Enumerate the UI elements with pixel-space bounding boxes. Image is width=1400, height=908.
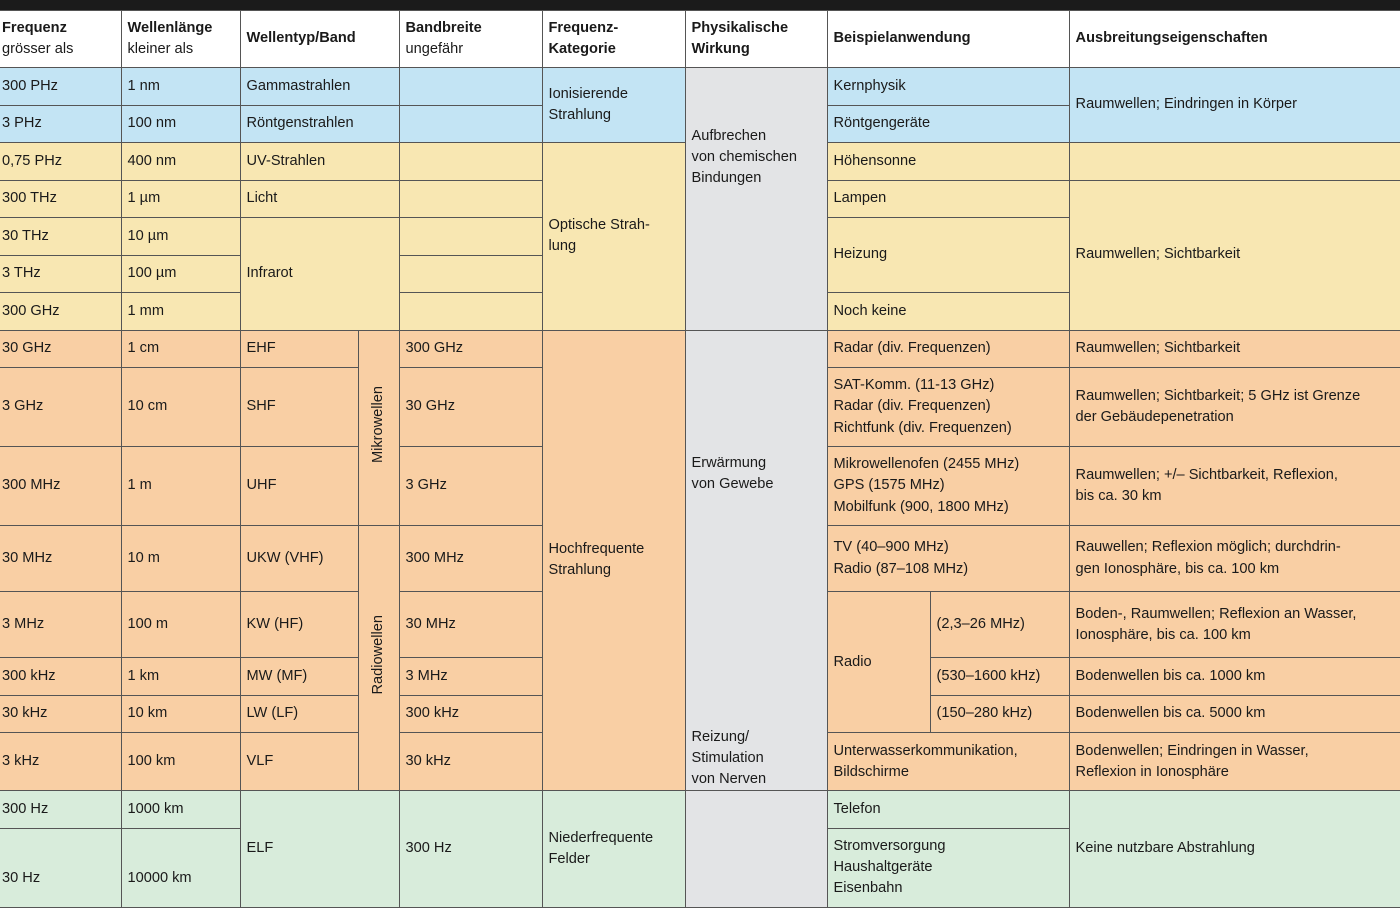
effect-line: Bindungen xyxy=(691,170,762,187)
propagation-cell xyxy=(1069,368,1400,447)
frequency-cell: 30 THz xyxy=(0,218,121,256)
bandwidth-cell xyxy=(399,68,542,106)
bandwidth-cell: 300 Hz xyxy=(399,791,542,908)
wavetype-cell: KW (HF) xyxy=(240,592,358,658)
propagation-cell: Bodenwellen bis ca. 5000 km xyxy=(1069,695,1400,733)
effect-bond-breaking xyxy=(685,68,827,331)
wavelength-cell: 1 cm xyxy=(121,330,240,368)
wavelength-cell: 1000 km xyxy=(121,791,240,829)
application-cell xyxy=(827,368,1069,447)
wavelength-cell: 1 km xyxy=(121,658,240,696)
application-cell: Höhensonne xyxy=(827,143,1069,181)
category-line: Ionisierende xyxy=(548,85,629,102)
header-propagation-title: Ausbreitungseigenschaften xyxy=(1075,30,1268,47)
category-line: Felder xyxy=(548,851,590,868)
application-line: Radio (87–108 MHz) xyxy=(833,560,969,577)
application-subcell: (150–280 kHz) xyxy=(930,695,1069,733)
header-category xyxy=(542,11,685,68)
category-line: Strahlung xyxy=(548,107,611,123)
category-high-frequency xyxy=(542,330,685,791)
application-line: Unterwasserkommunikation, xyxy=(833,742,1018,759)
frequency-cell: 30 GHz xyxy=(0,330,121,368)
application-line: Haushaltgeräte xyxy=(833,859,933,876)
category-line: Optische Strah- xyxy=(548,217,650,234)
propagation-cell xyxy=(1069,447,1400,526)
application-cell xyxy=(827,447,1069,526)
wavelength-cell: 100 m xyxy=(121,592,240,658)
application-cell: Kernphysik xyxy=(827,68,1069,106)
table-row xyxy=(0,330,1400,368)
wavetype-cell: Röntgenstrahlen xyxy=(240,105,399,143)
application-cell: Lampen xyxy=(827,180,1069,218)
header-frequency xyxy=(0,11,121,68)
header-effect-l2: Wirkung xyxy=(691,41,750,57)
wavetype-cell: LW (LF) xyxy=(240,695,358,733)
wavelength-cell: 10 km xyxy=(121,695,240,733)
bandwidth-cell xyxy=(399,143,542,181)
application-cell: Heizung xyxy=(827,218,1069,293)
frequency-cell: 300 Hz xyxy=(0,791,121,829)
propagation-line: Reflexion in Ionosphäre xyxy=(1075,763,1229,780)
propagation-cell: Raumwellen; Sichtbarkeit xyxy=(1069,180,1400,330)
wavelength-cell: 1 m xyxy=(121,447,240,526)
wavetype-cell: MW (MF) xyxy=(240,658,358,696)
application-radio: Radio xyxy=(827,592,930,733)
header-wavetype xyxy=(240,11,399,68)
bandwidth-cell: 30 GHz xyxy=(399,368,542,447)
bandwidth-cell xyxy=(399,180,542,218)
propagation-line: Rauwellen; Reflexion möglich; durchdrin- xyxy=(1075,539,1341,556)
wavelength-cell: 10 µm xyxy=(121,218,240,256)
wavelength-cell: 1 µm xyxy=(121,180,240,218)
wavetype-cell: SHF xyxy=(240,368,358,447)
propagation-cell xyxy=(1069,733,1400,791)
application-cell: Röntgengeräte xyxy=(827,105,1069,143)
frequency-cell: 300 PHz xyxy=(0,68,121,106)
effect-spacer xyxy=(692,495,821,727)
header-effect xyxy=(685,11,827,68)
table-row xyxy=(0,791,1400,829)
category-ionizing xyxy=(542,68,685,143)
wavetype-cell: UKW (VHF) xyxy=(240,526,358,592)
propagation-cell: Bodenwellen bis ca. 1000 km xyxy=(1069,658,1400,696)
propagation-line: Raumwellen; +/– Sichtbarkeit, Reflexion, xyxy=(1075,466,1338,483)
header-row xyxy=(0,11,1400,68)
propagation-cell: Raumwellen; Sichtbarkeit xyxy=(1069,330,1400,368)
header-wavelength xyxy=(121,11,240,68)
application-line: Mikrowellenofen (2455 MHz) xyxy=(833,456,1020,473)
application-cell xyxy=(827,733,1069,791)
propagation-line: Raumwellen; Sichtbarkeit; 5 GHz ist Grenze xyxy=(1075,387,1361,404)
group-microwaves xyxy=(358,330,399,526)
bandwidth-cell: 300 MHz xyxy=(399,526,542,592)
propagation-cell: Keine nutzbare Abstrahlung xyxy=(1069,791,1400,908)
application-subcell: (2,3–26 MHz) xyxy=(930,592,1069,658)
header-category-l2: Kategorie xyxy=(548,41,616,57)
header-frequency-title: Frequenz xyxy=(2,19,67,36)
header-wavetype-title: Wellentyp/Band xyxy=(246,30,356,47)
header-wavelength-title: Wellenlänge xyxy=(127,19,213,36)
wavelength-cell: 10 m xyxy=(121,526,240,592)
frequency-cell: 300 MHz xyxy=(0,447,121,526)
frequency-cell: 30 MHz xyxy=(0,526,121,592)
category-low-frequency xyxy=(542,791,685,908)
effect-line: von chemischen xyxy=(691,149,797,166)
propagation-cell: Raumwellen; Eindringen in Körper xyxy=(1069,68,1400,143)
wavelength-cell: 1 nm xyxy=(121,68,240,106)
bandwidth-cell xyxy=(399,255,542,293)
propagation-cell xyxy=(1069,526,1400,592)
application-cell xyxy=(827,526,1069,592)
frequency-cell: 3 PHz xyxy=(0,105,121,143)
bandwidth-cell xyxy=(399,218,542,256)
frequency-cell: 3 GHz xyxy=(0,368,121,447)
wavetype-cell: EHF xyxy=(240,330,358,368)
frequency-cell: 0,75 PHz xyxy=(0,143,121,181)
application-subcell: (530–1600 kHz) xyxy=(930,658,1069,696)
bandwidth-cell: 3 GHz xyxy=(399,447,542,526)
bandwidth-cell xyxy=(399,105,542,143)
application-line: Eisenbahn xyxy=(833,880,903,897)
application-line: Radar (div. Frequenzen) xyxy=(833,398,991,415)
application-line: TV (40–900 MHz) xyxy=(833,539,949,556)
application-cell: Telefon xyxy=(827,791,1069,829)
wavelength-cell: 10000 km xyxy=(121,828,240,907)
application-line: Richtfunk (div. Frequenzen) xyxy=(833,419,1012,436)
header-category-l1: Frequenz- xyxy=(548,19,619,36)
propagation-cell xyxy=(1069,592,1400,658)
wavelength-cell: 400 nm xyxy=(121,143,240,181)
group-label: Radiowellen xyxy=(369,614,386,695)
group-label: Mikrowellen xyxy=(369,385,386,463)
bandwidth-cell: 300 GHz xyxy=(399,330,542,368)
frequency-cell: 300 kHz xyxy=(0,658,121,696)
top-bar xyxy=(0,0,1400,10)
effect-line: Aufbrechen xyxy=(691,128,767,144)
frequency-cell: 3 THz xyxy=(0,255,121,293)
header-application xyxy=(827,11,1069,68)
group-radiowaves xyxy=(358,526,399,791)
wavetype-cell: Infrarot xyxy=(240,218,399,331)
wavetype-cell: Gammastrahlen xyxy=(240,68,399,106)
application-line: Mobilfunk (900, 1800 MHz) xyxy=(833,498,1009,515)
header-bandwidth-sub: ungefähr xyxy=(405,41,464,57)
wavelength-cell: 10 cm xyxy=(121,368,240,447)
header-wavelength-sub: kleiner als xyxy=(127,41,194,57)
propagation-line: Bodenwellen; Eindringen in Wasser, xyxy=(1075,742,1309,759)
category-line: Hochfrequente xyxy=(548,541,645,558)
propagation-line: der Gebäudepenetration xyxy=(1075,409,1234,425)
frequency-cell: 30 kHz xyxy=(0,695,121,733)
effect-line: Erwärmung xyxy=(691,454,767,471)
effect-line: Reizung/ xyxy=(691,728,750,745)
frequency-cell: 300 THz xyxy=(0,180,121,218)
bandwidth-cell: 300 kHz xyxy=(399,695,542,733)
bandwidth-cell xyxy=(399,293,542,331)
application-line: Stromversorgung xyxy=(833,838,946,855)
category-optical xyxy=(542,143,685,331)
header-frequency-sub: grösser als xyxy=(2,41,74,57)
effect-tissue-heating xyxy=(685,330,827,791)
effect-line: Stimulation xyxy=(691,749,764,766)
application-cell: Noch keine xyxy=(827,293,1069,331)
bandwidth-cell: 30 kHz xyxy=(399,733,542,791)
table-row xyxy=(0,68,1400,106)
propagation-line: Boden-, Raumwellen; Reflexion an Wasser, xyxy=(1075,605,1357,622)
frequency-cell: 3 MHz xyxy=(0,592,121,658)
propagation-line: bis ca. 30 km xyxy=(1075,488,1162,504)
header-bandwidth-title: Bandbreite xyxy=(405,19,482,36)
effect-line: von Gewebe xyxy=(691,475,774,492)
category-line: lung xyxy=(548,238,577,255)
category-line: Strahlung xyxy=(548,562,611,579)
frequency-cell: 30 Hz xyxy=(0,828,121,907)
category-line: Niederfrequente xyxy=(548,829,654,846)
wavelength-cell: 100 km xyxy=(121,733,240,791)
application-cell: Radar (div. Frequenzen) xyxy=(827,330,1069,368)
bandwidth-cell: 3 MHz xyxy=(399,658,542,696)
application-cell xyxy=(827,828,1069,907)
wavetype-cell: ELF xyxy=(240,791,399,908)
application-line: SAT-Komm. (11-13 GHz) xyxy=(833,377,995,394)
header-propagation xyxy=(1069,11,1400,68)
header-bandwidth xyxy=(399,11,542,68)
propagation-line: Ionosphäre, bis ca. 100 km xyxy=(1075,626,1251,643)
effect-continuation xyxy=(685,791,827,908)
application-line: GPS (1575 MHz) xyxy=(833,477,945,494)
wavetype-cell: Licht xyxy=(240,180,399,218)
application-line: Bildschirme xyxy=(833,763,909,780)
wavelength-cell: 1 mm xyxy=(121,293,240,331)
frequency-cell: 3 kHz xyxy=(0,733,121,791)
header-effect-l1: Physikalische xyxy=(691,19,789,36)
wavetype-cell: UV-Strahlen xyxy=(240,143,399,181)
frequency-cell: 300 GHz xyxy=(0,293,121,331)
wavetype-cell: UHF xyxy=(240,447,358,526)
wavelength-cell: 100 µm xyxy=(121,255,240,293)
frequency-spectrum-table xyxy=(0,10,1400,908)
header-application-title: Beispielanwendung xyxy=(833,30,971,47)
propagation-line: gen Ionosphäre, bis ca. 100 km xyxy=(1075,560,1280,577)
effect-line: von Nerven xyxy=(691,771,767,788)
wavetype-cell: VLF xyxy=(240,733,358,791)
wavelength-cell: 100 nm xyxy=(121,105,240,143)
propagation-cell xyxy=(1069,143,1400,181)
bandwidth-cell: 30 MHz xyxy=(399,592,542,658)
